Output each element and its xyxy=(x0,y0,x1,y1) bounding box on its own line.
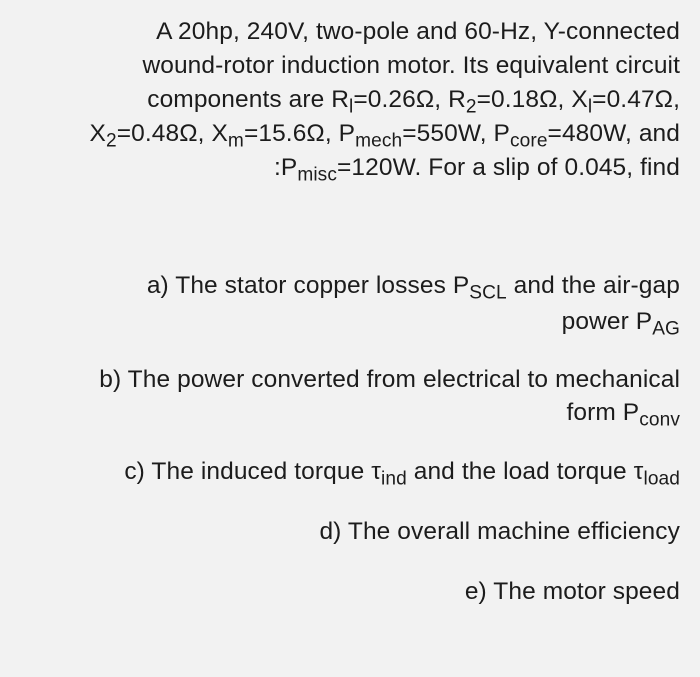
pscl-subscript: SCL xyxy=(469,282,507,304)
question-c-text-2: and the load torque τ xyxy=(406,458,644,485)
intro-line-3-text: components are R xyxy=(147,86,350,113)
r2-subscript: 2 xyxy=(465,96,477,118)
question-d xyxy=(319,517,680,547)
question-b-line-2 xyxy=(566,398,680,431)
r1-value: =0.26Ω, R xyxy=(353,86,466,113)
pcore-value: =480W, and xyxy=(547,120,680,147)
x2-subscript: 2 xyxy=(106,130,117,152)
x2-symbol: X xyxy=(89,120,106,147)
intro-line-2 xyxy=(142,51,680,81)
intro-line-1-text: A 20hp, 240V, two-pole and 60-Hz, Y-connected xyxy=(156,18,680,45)
pmisc-subscript: misc xyxy=(297,164,337,186)
question-b-line-2-text: form P xyxy=(566,399,640,426)
question-a-line-1 xyxy=(146,271,680,304)
tind-subscript: ind xyxy=(381,468,407,490)
question-e-text: e) The motor speed xyxy=(464,578,680,605)
r1-subscript: l xyxy=(349,96,354,118)
question-b-text: b) The power converted from electrical to mechanical xyxy=(99,366,680,393)
xm-value: =15.6Ω, P xyxy=(243,120,356,147)
question-a-line-2-text: power P xyxy=(561,308,653,335)
xm-subscript: m xyxy=(227,130,244,152)
question-a-text: a) The stator copper losses P xyxy=(146,272,470,299)
pcore-subscript: core xyxy=(509,130,548,152)
question-a-rest: and the air-gap xyxy=(506,272,680,299)
r2-value: =0.18Ω, X xyxy=(476,86,588,113)
question-c xyxy=(124,457,680,490)
pmech-value: =550W, P xyxy=(402,120,510,147)
question-c-text-1: c) The induced torque τ xyxy=(124,458,382,485)
question-e xyxy=(465,577,680,607)
intro-line-4 xyxy=(89,119,680,152)
x1-value: =0.47Ω, xyxy=(592,86,680,113)
intro-line-3 xyxy=(147,85,680,118)
question-b-line-1 xyxy=(99,365,680,395)
intro-line-5-rest: =120W. For a slip of 0.045, find xyxy=(337,154,680,181)
question-a-line-2 xyxy=(561,307,680,340)
pmech-subscript: mech xyxy=(355,130,403,152)
pmisc-prefix: :P xyxy=(273,154,298,181)
pag-subscript: AG xyxy=(652,318,680,340)
tload-subscript: load xyxy=(643,468,680,490)
x2-value: =0.48Ω, X xyxy=(116,120,228,147)
question-d-text: d) The overall machine efficiency xyxy=(319,518,680,545)
pconv-subscript: conv xyxy=(639,409,680,431)
intro-line-2-text: wound-rotor induction motor. Its equivalent circuit xyxy=(142,52,680,79)
intro-line-1 xyxy=(156,17,680,47)
intro-line-5 xyxy=(273,153,680,186)
x1-subscript: l xyxy=(587,96,593,118)
